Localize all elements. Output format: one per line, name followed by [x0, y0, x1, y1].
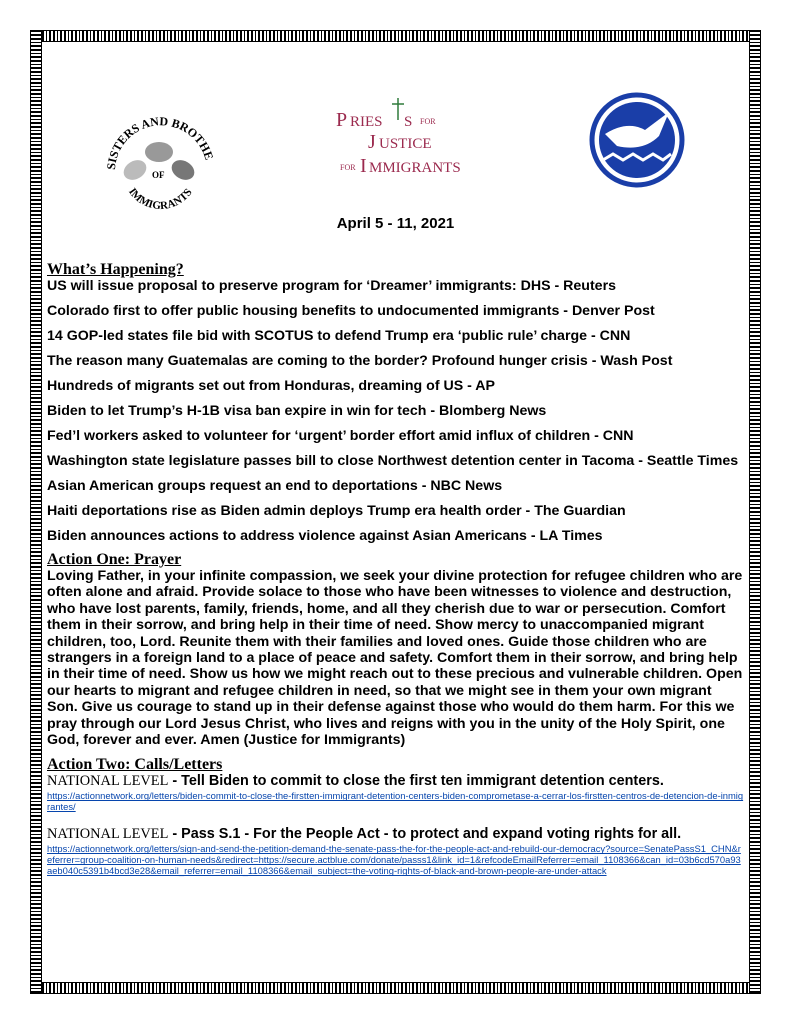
level-label: NATIONAL LEVEL [47, 826, 169, 843]
call-entry [47, 826, 744, 843]
prayer-text: Loving Father, in your infinite compassion, we seek your divine protection for refugee children who are often alone and afraid. Provide solace to those who have been witnesses to violence and destruction, who have lost parents, family, friends, home, and all they cherish due to war or persecution. Comfort them in their sorrow, and bring help in their time of need. Show mercy to unaccompanied migrant children, too, Lord. Reunite them with their families and loved ones. Guide those children who are strangers in a foreign land to a place of peace and safety. Comfort them in their sorrow, and bring help in their time of need. Show us how we might reach out to these precious and vulnerable children. Open our hearts to migrant and refugee children in need, so that we might see in them your own migrant Son. Give us courage to stand up in their defense against those who would do them harm. For this we pray through our Lord Jesus Christ, who lives and reigns with you in the unity of the Holy Spirit, one God, forever and ever. Amen (Justice for Immigrants) [47, 568, 743, 749]
svg-text:IMMIGRANTS: IMMIGRANTS [126, 185, 195, 213]
whats-happening-title: What’s Happening? [47, 261, 184, 278]
level-label: NATIONAL LEVEL [47, 773, 169, 790]
call-text: - Tell Biden to commit to close the first ten immigrant detention centers. [168, 773, 664, 790]
news-item: Biden announces actions to address violence against Asian Americans - LA Times [47, 528, 603, 544]
svg-text:MMIGRANTS: MMIGRANTS [369, 160, 461, 176]
border-left [30, 30, 42, 994]
action-one-title: Action One: Prayer [47, 551, 182, 568]
news-item: The reason many Guatemalas are coming to the border? Profound hunger crisis - Wash Post [47, 353, 673, 369]
svg-text:SISTERS AND BROTHERS: SISTERS AND BROTHE [103, 114, 217, 171]
svg-text:USTICE: USTICE [379, 136, 432, 152]
whats-happening-section [47, 261, 744, 545]
svg-text:P: P [336, 109, 348, 131]
news-item: Colorado first to offer public housing benefits to undocumented immigrants - Denver Post [47, 303, 655, 319]
action-one-section [47, 551, 744, 748]
call-text: - Pass S.1 - For the People Act - to protect and expand voting rights for all. [168, 826, 682, 843]
page-content [47, 45, 744, 876]
border-top [30, 30, 761, 42]
sisters-brothers-logo [97, 100, 222, 225]
news-item: Asian American groups request an end to deportations - NBC News [47, 478, 503, 494]
border-bottom [30, 982, 761, 994]
svg-text:S: S [404, 114, 413, 130]
week-date: April 5 - 11, 2021 [336, 215, 455, 232]
news-item: 14 GOP-led states file bid with SCOTUS to defend Trump era ‘public rule’ charge - CNN [47, 328, 631, 344]
action-two-section [47, 756, 744, 876]
news-item: Haiti deportations rise as Biden admin deploys Trump era health order - The Guardian [47, 503, 626, 519]
svg-text:J: J [368, 131, 376, 153]
logo-row [47, 45, 744, 232]
svg-text:FOR: FOR [340, 163, 356, 172]
news-item: Fed’l workers asked to volunteer for ‘urgent’ border effort amid influx of children - CNN [47, 428, 634, 444]
news-item: US will issue proposal to preserve program for ‘Dreamer’ immigrants: DHS - Reuters [47, 278, 616, 294]
petition-link[interactable]: https://actionnetwork.org/letters/sign-and-send-the-petition-demand-the-senate-pass-the-for-the-people-act-and-rebuild-our-democracy?source=SenatePassS1_CHN&referrer=group-coalition-on-human-needs&redirect=https://secure.actblue.com/donate/passs1&link_id=1&refcodeEmailReferrer=email_1108366&can_id=03b6cd570a93aeb040c5391b4bcd3e28&email_referrer=email_1108366&email_subject=the-voting-rights-of-black-and-brown-people-are-under-attack [47, 843, 741, 877]
svg-text:OF: OF [152, 170, 165, 180]
priests-for-justice-logo [332, 90, 482, 180]
news-item: Biden to let Trump’s H-1B visa ban expire in win for tech - Blomberg News [47, 403, 547, 419]
petition-link[interactable]: https://actionnetwork.org/letters/biden-commit-to-close-the-firstten-immigrant-detention-centers-biden-comprometase-a-cerrar-los-firstten-centros-de-detencion-de-inmigrantes/ [47, 790, 744, 813]
dove-logo [587, 90, 687, 190]
border-right [749, 30, 761, 994]
news-item: Washington state legislature passes bill to close Northwest detention center in Tacoma - Seattle Times [47, 453, 739, 469]
action-two-title: Action Two: Calls/Letters [47, 756, 223, 774]
call-entry [47, 773, 744, 790]
svg-text:FOR: FOR [420, 117, 436, 126]
news-item: Hundreds of migrants set out from Honduras, dreaming of US - AP [47, 378, 495, 394]
svg-text:I: I [360, 155, 367, 177]
svg-text:RIES: RIES [350, 114, 383, 130]
